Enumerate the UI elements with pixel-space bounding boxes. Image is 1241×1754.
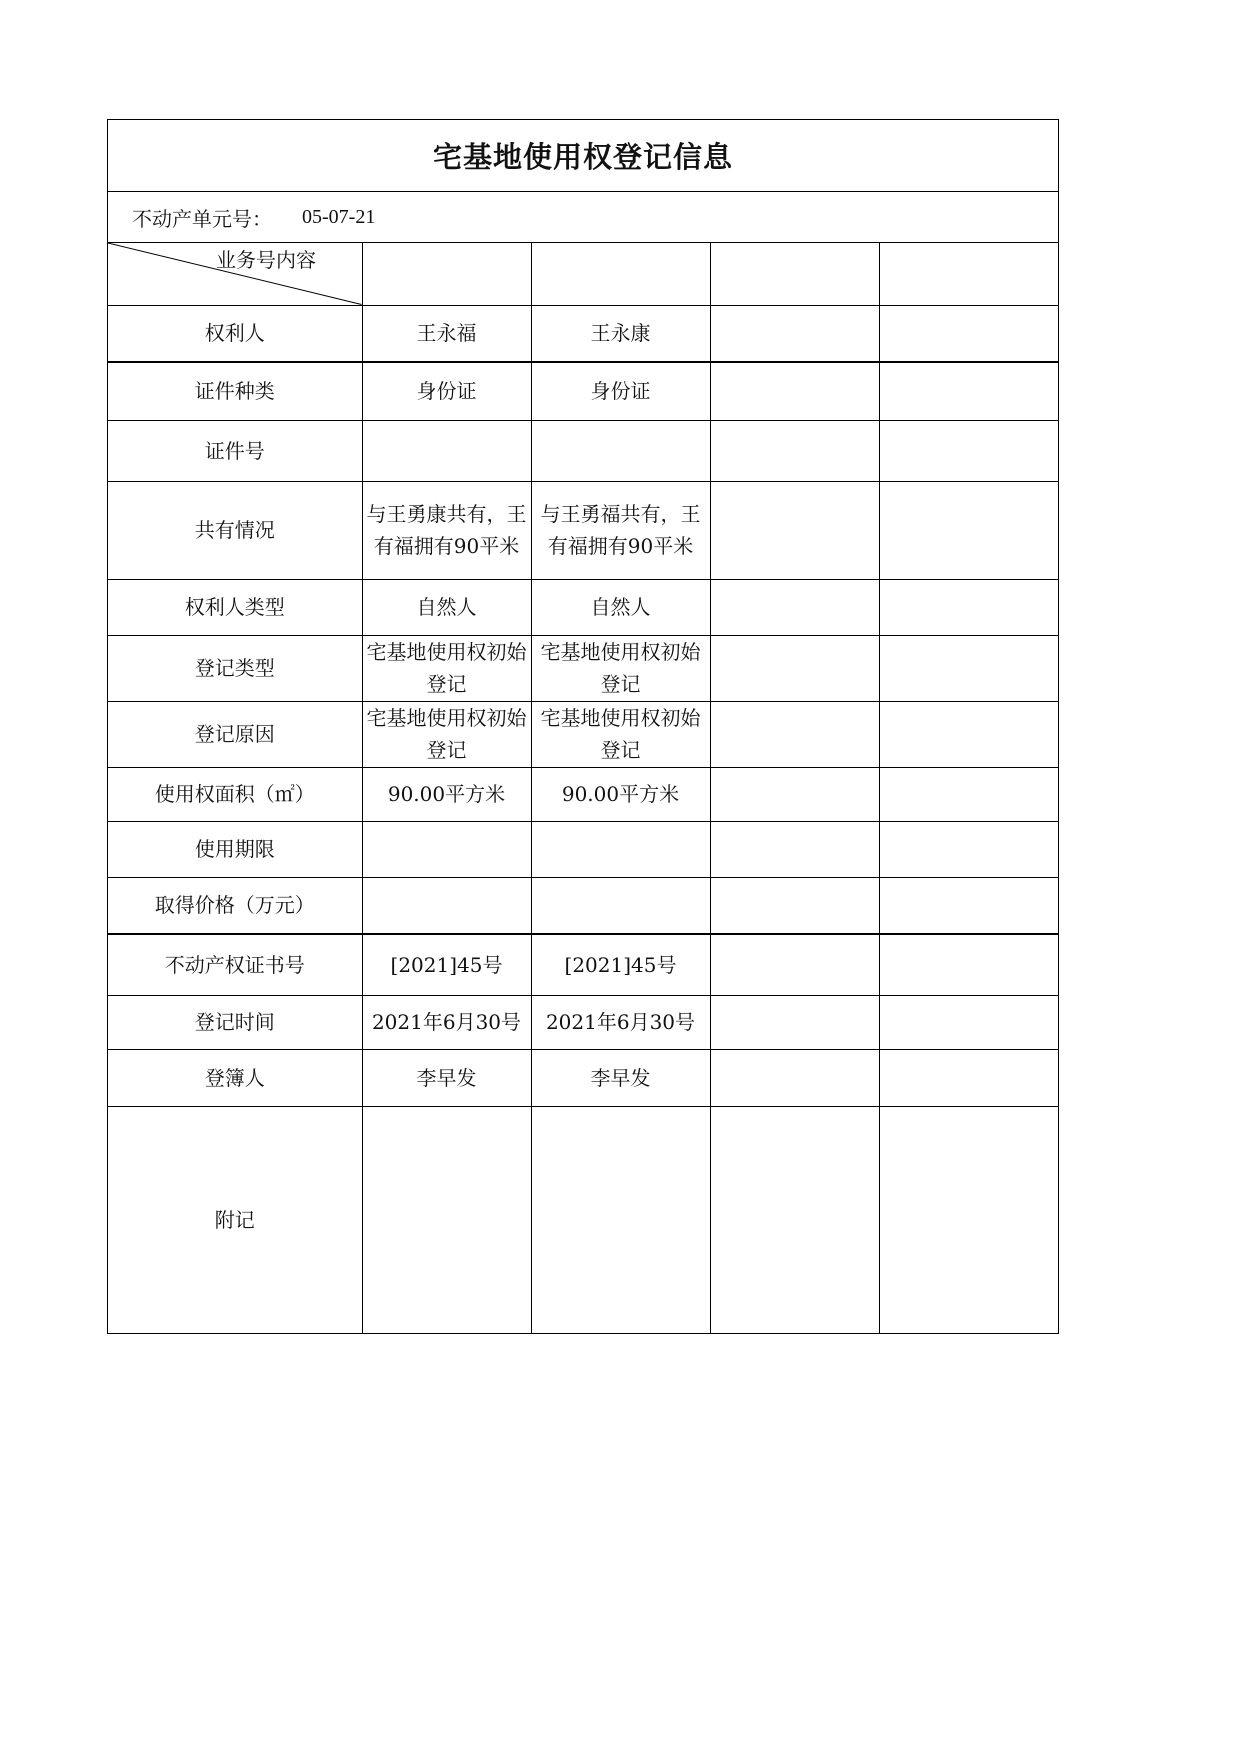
row-value-cell: [710, 481, 879, 579]
row-value-cell: [2021]45号: [362, 934, 531, 995]
row-label-cell: 附记: [108, 1106, 362, 1333]
row-value-cell: 自然人: [362, 579, 531, 635]
row-value-cell: [879, 995, 1058, 1049]
unit-number-row: [108, 192, 1058, 243]
row-value-cell: [879, 934, 1058, 995]
row-value-cell: 王永康: [531, 305, 710, 362]
row-value-cell: [879, 821, 1058, 877]
table-row: [108, 362, 1058, 420]
row-value-cell: 与王勇福共有，王有福拥有90平米: [531, 481, 710, 579]
row-label-cell: 不动产权证书号: [108, 934, 362, 995]
row-value-cell: [879, 305, 1058, 362]
header-corner-label: 业务号内容: [216, 248, 316, 272]
row-value-cell: [710, 579, 879, 635]
table-row: [108, 995, 1058, 1049]
row-label-cell: 取得价格（万元）: [108, 877, 362, 934]
row-value-cell: 李早发: [531, 1049, 710, 1106]
row-value-cell: [879, 579, 1058, 635]
row-label-cell: 证件种类: [108, 362, 362, 420]
row-value-cell: [879, 1106, 1058, 1333]
row-value-cell: [531, 420, 710, 481]
table-header-row: [108, 243, 1058, 305]
row-value-cell: [531, 877, 710, 934]
row-value-cell: [879, 701, 1058, 767]
row-value-cell: 90.00平方米: [531, 767, 710, 821]
row-label-cell: 登簿人: [108, 1049, 362, 1106]
header-cell: [710, 243, 879, 305]
header-cell: [879, 243, 1058, 305]
row-value-cell: [710, 701, 879, 767]
row-value-cell: [710, 821, 879, 877]
header-cell: [362, 243, 531, 305]
row-label-cell: 登记原因: [108, 701, 362, 767]
table-row: [108, 305, 1058, 362]
row-value-cell: 宅基地使用权初始登记: [362, 701, 531, 767]
row-value-cell: [879, 877, 1058, 934]
row-value-cell: [879, 1049, 1058, 1106]
row-value-cell: [362, 1106, 531, 1333]
row-value-cell: [710, 635, 879, 701]
row-label-cell: 共有情况: [108, 481, 362, 579]
unit-number-value: 05-07-21: [302, 205, 376, 228]
row-value-cell: 宅基地使用权初始登记: [531, 635, 710, 701]
row-value-cell: [710, 877, 879, 934]
registration-table: [108, 243, 1058, 1333]
row-value-cell: [710, 420, 879, 481]
row-label-cell: 使用期限: [108, 821, 362, 877]
table-row: [108, 821, 1058, 877]
row-value-cell: [362, 420, 531, 481]
table-row: [108, 481, 1058, 579]
table-row: [108, 934, 1058, 995]
row-value-cell: 宅基地使用权初始登记: [362, 635, 531, 701]
row-value-cell: [531, 821, 710, 877]
row-value-cell: [362, 821, 531, 877]
row-value-cell: [2021]45号: [531, 934, 710, 995]
table-row: [108, 1049, 1058, 1106]
row-value-cell: [879, 767, 1058, 821]
row-value-cell: 90.00平方米: [362, 767, 531, 821]
row-value-cell: [710, 1049, 879, 1106]
row-label-cell: 使用权面积（㎡）: [108, 767, 362, 821]
row-value-cell: [879, 481, 1058, 579]
row-value-cell: [710, 305, 879, 362]
header-corner-cell: [108, 243, 362, 305]
row-value-cell: [879, 420, 1058, 481]
table-row: [108, 877, 1058, 934]
row-value-cell: 身份证: [362, 362, 531, 420]
row-value-cell: 王永福: [362, 305, 531, 362]
table-row: [108, 579, 1058, 635]
table-row: [108, 701, 1058, 767]
unit-number-label: 不动产单元号：: [132, 206, 272, 231]
row-value-cell: [710, 767, 879, 821]
row-label-cell: 权利人: [108, 305, 362, 362]
row-value-cell: [710, 362, 879, 420]
row-value-cell: [710, 995, 879, 1049]
row-label-cell: 证件号: [108, 420, 362, 481]
table-row: [108, 420, 1058, 481]
row-value-cell: 自然人: [531, 579, 710, 635]
table-row: [108, 635, 1058, 701]
row-value-cell: [879, 362, 1058, 420]
row-value-cell: [710, 1106, 879, 1333]
table-row: [108, 767, 1058, 821]
row-value-cell: 2021年6月30号: [362, 995, 531, 1049]
row-label-cell: 权利人类型: [108, 579, 362, 635]
row-value-cell: [879, 635, 1058, 701]
row-value-cell: 身份证: [531, 362, 710, 420]
header-cell: [531, 243, 710, 305]
row-value-cell: 李早发: [362, 1049, 531, 1106]
table-row: [108, 1106, 1058, 1333]
row-label-cell: 登记类型: [108, 635, 362, 701]
row-label-cell: 登记时间: [108, 995, 362, 1049]
row-value-cell: [710, 934, 879, 995]
row-value-cell: [362, 877, 531, 934]
row-value-cell: 与王勇康共有，王有福拥有90平米: [362, 481, 531, 579]
registration-sheet: [107, 119, 1059, 1334]
row-value-cell: [531, 1106, 710, 1333]
row-value-cell: 2021年6月30号: [531, 995, 710, 1049]
page-title: 宅基地使用权登记信息: [108, 120, 1058, 192]
row-value-cell: 宅基地使用权初始登记: [531, 701, 710, 767]
